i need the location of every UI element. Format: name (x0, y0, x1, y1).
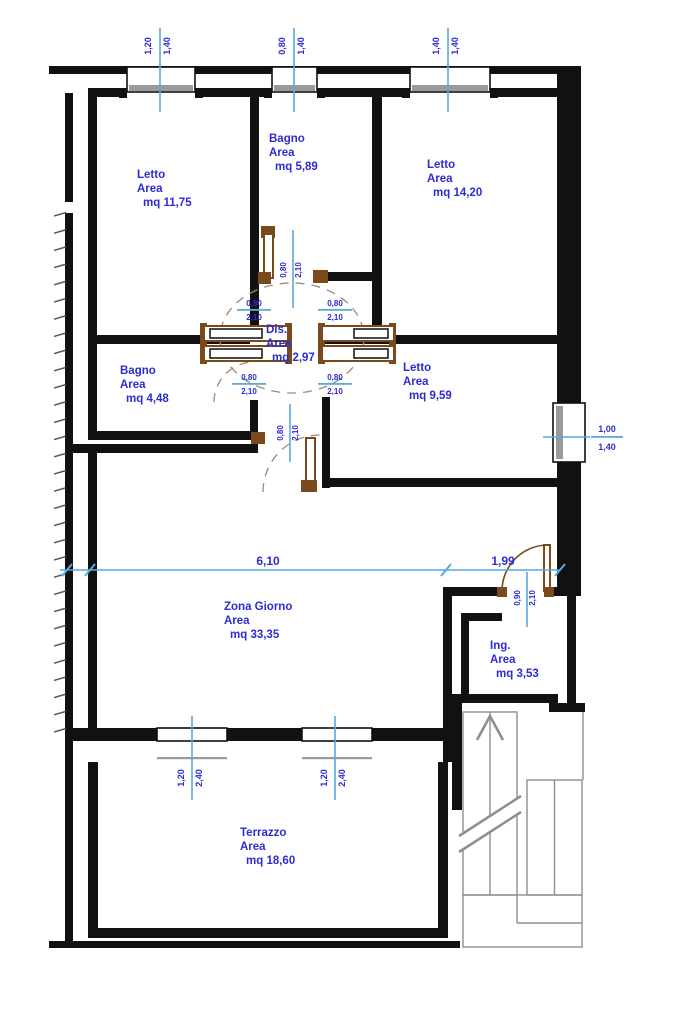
wall-top-inner-seg (490, 88, 557, 97)
window-jamb (490, 88, 498, 98)
terrace-opening-2 (302, 728, 372, 741)
wall-terrace-left (88, 762, 98, 938)
door-top-leaf (264, 234, 273, 278)
dim-door-ul-height: 2,10 (246, 313, 262, 322)
room-area-value: mq 4,48 (126, 393, 169, 405)
wall-ingresso-bottom (452, 694, 558, 703)
dim-window-right-height: 1,40 (598, 442, 616, 452)
room-area-label: Area (403, 376, 429, 388)
room-labels (120, 133, 539, 867)
wall-letto1-bagno1-divider (250, 92, 259, 330)
wall-top-inner-seg (195, 88, 272, 97)
room-name: Terrazzo (240, 827, 287, 839)
dim-terrace-2-height: 2,40 (337, 769, 347, 787)
window-top-3-sill (412, 85, 488, 91)
wall-right-outer-lower (557, 462, 581, 596)
dim-door-top-height: 2,10 (294, 262, 303, 278)
room-area-value: mq 2,97 (272, 352, 315, 364)
room-area-label: Area (490, 654, 516, 666)
dim-door-bottom-height: 2,10 (291, 425, 300, 441)
dim-entrance-height: 2,10 (528, 590, 537, 606)
terrace-opening-2-sill (302, 757, 372, 759)
room-name: Ing. (490, 640, 511, 652)
wall-hatch-ticks (54, 212, 67, 740)
room-area-label: Area (240, 841, 266, 853)
room-area-label: Area (427, 173, 453, 185)
staircase (459, 712, 583, 947)
room-name: Letto (403, 362, 432, 374)
window-top-1-sill (129, 85, 193, 91)
wall-ingresso-bottom-step (549, 703, 585, 712)
door-bottom-jamb (251, 432, 265, 444)
door-bottom-leaf (306, 438, 315, 484)
wall-bagno1-letto2-divider (372, 92, 382, 335)
stairs-landing (463, 895, 582, 947)
dim-window-right-width: 1,00 (598, 424, 616, 434)
room-name: Bagno (269, 133, 305, 145)
wall-terrace-right (438, 762, 448, 938)
room-area-label: Area (137, 183, 163, 195)
room-label-bagno-2 (120, 365, 169, 405)
room-area-value: mq 14,20 (433, 187, 483, 199)
room-area-label: Area (224, 615, 250, 627)
wall-corridor-right-lower (322, 397, 330, 488)
pocket-door-leaf (210, 349, 262, 358)
wall-zona-bottom-seg (372, 728, 460, 741)
room-label-ingresso (490, 640, 539, 680)
door-top-jamb (258, 272, 271, 284)
dim-door-lr-height: 2,10 (327, 387, 343, 396)
dim-terrace-2-width: 1,20 (319, 769, 329, 787)
room-name: Dis. (266, 324, 288, 336)
room-label-terrazzo (240, 827, 295, 867)
wall-zona-top-left (65, 444, 258, 453)
dim-door-ur-height: 2,10 (327, 313, 343, 322)
dim-door-top-width: 0,80 (279, 262, 288, 278)
dim-door-ur-width: 0,80 (327, 299, 343, 308)
room-label-bagno-1 (269, 133, 318, 173)
dimensions (60, 28, 623, 800)
room-name: Bagno (120, 365, 156, 377)
pocket-door-leaf (210, 329, 262, 338)
entrance-door-leaf (544, 545, 550, 591)
entrance-door-jamb (544, 587, 554, 597)
dim-frac-line (318, 309, 352, 311)
wall-bagno2-bottom (88, 431, 258, 440)
room-area-label: Area (120, 379, 146, 391)
room-area-value: mq 5,89 (275, 161, 318, 173)
dim-window-right-underline (591, 436, 623, 438)
dim-door-ll-height: 2,10 (241, 387, 257, 396)
room-area-value: mq 11,75 (143, 197, 192, 209)
wall-left-outer (65, 93, 73, 202)
wall-apartment-left (88, 92, 97, 440)
dim-entrance-width: 0,90 (513, 590, 522, 606)
room-name: Zona Giorno (224, 601, 293, 613)
dim-window-1-height: 1,40 (162, 37, 172, 55)
dim-door-ll-width: 0,80 (241, 373, 257, 382)
window-right-sill (556, 406, 563, 459)
wall-ingresso-inner-top (461, 613, 502, 621)
room-area-value: mq 18,60 (246, 855, 296, 867)
dim-window-2-width: 0,80 (277, 37, 287, 55)
wall-zona-bottom-seg (227, 728, 302, 741)
wall-terrace-bottom (88, 928, 448, 938)
room-label-letto-2 (427, 159, 482, 199)
room-area-label: Area (269, 147, 295, 159)
wall-zona-bottom-seg (65, 728, 157, 741)
dim-frac-line (318, 383, 352, 385)
window-jamb (317, 88, 325, 98)
room-area-value: mq 33,35 (230, 629, 280, 641)
room-area-label: Area (266, 338, 292, 350)
room-label-letto-3 (403, 362, 452, 402)
room-label-letto-1 (137, 169, 192, 209)
wall-ingresso-inner-left (461, 613, 469, 694)
room-area-value: mq 3,53 (496, 668, 539, 680)
door-top-jamb (313, 270, 328, 283)
dim-frac-line (237, 309, 271, 311)
room-name: Letto (137, 169, 166, 181)
room-label-zona-giorno (224, 601, 292, 641)
dim-window-3-height: 1,40 (450, 37, 460, 55)
dim-door-ul-width: 0,80 (246, 299, 262, 308)
dim-frac-line (232, 383, 266, 385)
entrance-door-jamb (497, 587, 507, 597)
pocket-door-leaf (354, 349, 388, 358)
wall-apartment-left (88, 453, 97, 737)
window-jamb (402, 88, 410, 98)
dim-window-1-width: 1,20 (143, 37, 153, 55)
wall-top-inner-seg (317, 88, 410, 97)
wall-right-outer-upper (557, 66, 581, 403)
window-jamb (264, 88, 272, 98)
room-area-value: mq 9,59 (409, 390, 452, 402)
window-jamb (195, 88, 203, 98)
room-name: Letto (427, 159, 456, 171)
dim-window-2-height: 1,40 (296, 37, 306, 55)
door-bottom-hinge-jamb (301, 480, 317, 492)
wall-ingresso-top-west (443, 587, 502, 596)
wall-ingresso-right (567, 596, 576, 712)
dim-door-lr-width: 0,80 (327, 373, 343, 382)
pocket-door-leaf (354, 329, 388, 338)
dim-terrace-1-width: 1,20 (176, 769, 186, 787)
dim-entry-width: 1,99 (491, 554, 515, 568)
dim-window-3-width: 1,40 (431, 37, 441, 55)
entrance-door-arc (502, 545, 548, 591)
wall-letto3-bottom (322, 478, 581, 487)
dim-living-width: 6,10 (256, 554, 280, 568)
window-jamb (119, 88, 127, 98)
wall-exterior-bottom (49, 941, 460, 948)
dim-terrace-1-height: 2,40 (194, 769, 204, 787)
wall-stairs-left (452, 695, 462, 810)
dim-door-bottom-width: 0,80 (276, 425, 285, 441)
